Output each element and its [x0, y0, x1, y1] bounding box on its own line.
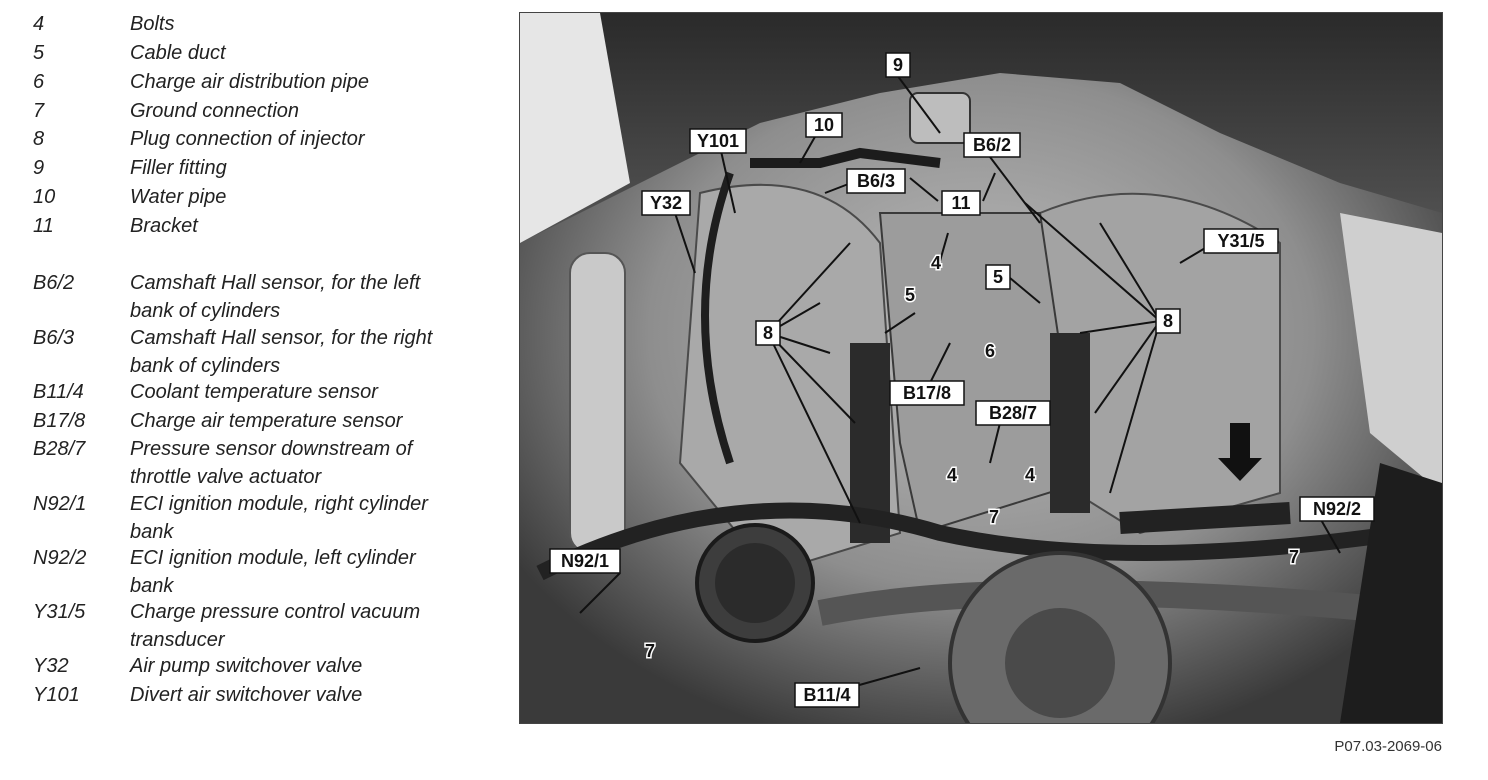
legend-code: B17/8	[33, 410, 86, 432]
callout-b17-8	[890, 381, 964, 405]
legend-description: Filler fitting	[130, 157, 227, 179]
callout-label: B17/8	[902, 383, 952, 403]
legend-code: Y31/5	[33, 601, 86, 623]
callout-7	[989, 507, 999, 527]
callout-4	[1025, 465, 1035, 485]
callout-7	[645, 641, 655, 661]
legend-description: ECI ignition module, right cylinder bank	[130, 493, 428, 543]
callout-label: 4	[946, 465, 958, 485]
callout-label: 7	[988, 507, 1000, 527]
callout-n92-1	[550, 549, 620, 573]
callout-b28-7	[976, 401, 1050, 425]
callout-y32	[642, 191, 690, 215]
legend-description: Pressure sensor downstream of throttle valve actuator	[130, 438, 413, 488]
callout-label: B11/4	[803, 685, 851, 705]
callout-label: B6/3	[856, 171, 896, 191]
callout-label: 4	[930, 253, 942, 273]
callout-label: Y32	[649, 193, 683, 213]
callout-4	[947, 465, 957, 485]
legend-code: B28/7	[33, 438, 86, 460]
callout-8	[1156, 309, 1180, 333]
legend-description: ECI ignition module, left cylinder bank	[130, 547, 416, 597]
crossover-hose	[1120, 513, 1290, 523]
callout-label: 7	[644, 641, 656, 661]
legend-code: B6/3	[33, 327, 75, 349]
legend-code: B11/4	[33, 381, 84, 403]
callout-label: N92/1	[560, 551, 610, 571]
legend-description: Plug connection of injector	[130, 128, 365, 150]
legend-description: Camshaft Hall sensor, for the left bank of cylinders	[130, 272, 421, 322]
callout-label: Y31/5	[1217, 231, 1265, 251]
oil-filler-cap-center	[715, 543, 795, 623]
callout-label: 5	[992, 267, 1004, 287]
callout-label: N92/2	[1312, 499, 1362, 519]
callout-y101	[690, 129, 746, 153]
legend-code: 7	[33, 100, 45, 122]
legend-description: Bracket	[130, 215, 198, 237]
callout-b6-3	[847, 169, 905, 193]
callout-5	[905, 285, 915, 305]
callout-label: B6/2	[972, 135, 1012, 155]
legend-code: 10	[33, 186, 56, 208]
callout-b11-4	[795, 683, 859, 707]
legend-code: 5	[33, 42, 45, 64]
legend-description: Air pump switchover valve	[130, 655, 363, 677]
legend-code: 4	[33, 13, 45, 35]
callout-8	[756, 321, 780, 345]
legend-description: Bolts	[130, 13, 175, 35]
legend-code: 8	[33, 128, 45, 150]
filler-fitting	[910, 93, 970, 143]
callout-5	[986, 265, 1010, 289]
engine-illustration	[520, 13, 1442, 723]
legend-description: Divert air switchover valve	[130, 684, 363, 706]
legend-code: N92/1	[33, 493, 87, 515]
legend-code: 9	[33, 157, 45, 179]
callout-7	[1289, 547, 1299, 567]
legend-description: Charge pressure control vacuum transducer	[130, 601, 421, 651]
figure-caption: P07.03-2069-06	[1334, 738, 1442, 755]
legend	[0, 0, 500, 720]
legend-description: Charge air temperature sensor	[130, 410, 403, 432]
callout-label: 4	[1024, 465, 1036, 485]
callout-y31-5	[1204, 229, 1278, 253]
callout-b6-2	[964, 133, 1020, 157]
legend-code: Y101	[33, 684, 80, 706]
callout-label: B28/7	[988, 403, 1038, 423]
callout-10	[806, 113, 842, 137]
callout-4	[931, 253, 941, 273]
callout-label: 8	[762, 323, 774, 343]
legend-description: Charge air distribution pipe	[130, 71, 370, 93]
callout-label: 9	[892, 55, 904, 75]
legend-description: Ground connection	[130, 100, 300, 122]
callout-n92-2	[1300, 497, 1374, 521]
legend-code: Y32	[33, 655, 69, 677]
callout-label: Y101	[696, 131, 740, 151]
callout-6	[985, 341, 995, 361]
callout-label: 5	[904, 285, 916, 305]
engine-bay-photo	[519, 12, 1443, 724]
legend-code: 6	[33, 71, 45, 93]
legend-code: N92/2	[33, 547, 87, 569]
callout-label: 6	[984, 341, 996, 361]
callout-9	[886, 53, 910, 77]
right-cable-duct	[1050, 333, 1090, 513]
callout-label: 8	[1162, 311, 1174, 331]
pulley-hub	[1005, 608, 1115, 718]
legend-description: Water pipe	[130, 186, 227, 208]
legend-code: B6/2	[33, 272, 75, 294]
legend-description: Camshaft Hall sensor, for the right bank of cylinders	[130, 327, 433, 377]
intake-pipe	[570, 253, 625, 553]
callout-11	[942, 191, 980, 215]
callout-label: 11	[951, 193, 971, 213]
callout-label: 10	[813, 115, 835, 135]
callout-label: 7	[1288, 547, 1300, 567]
legend-code: 11	[33, 215, 54, 237]
legend-description: Coolant temperature sensor	[130, 381, 378, 403]
legend-description: Cable duct	[130, 42, 226, 64]
